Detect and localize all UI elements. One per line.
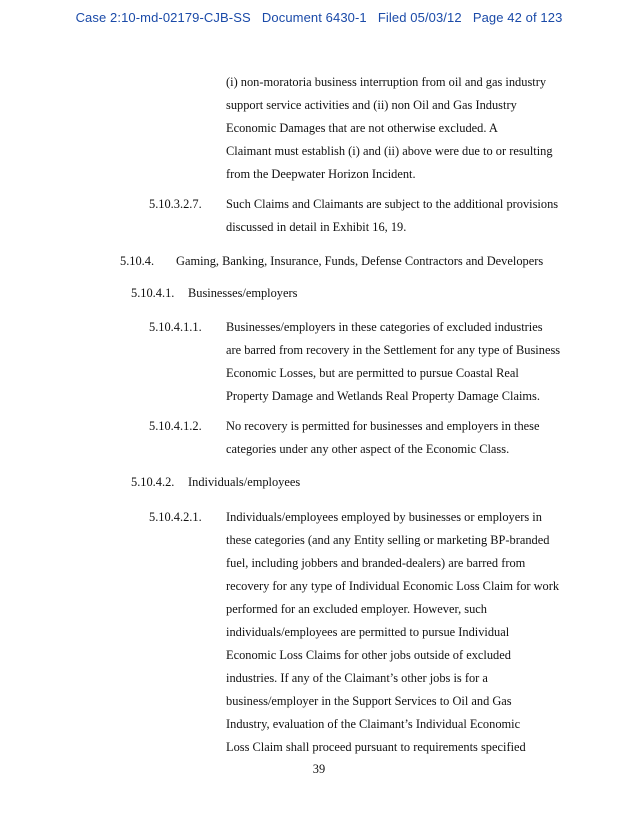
filed-date: Filed 05/03/12 <box>377 10 462 25</box>
page-number: 39 <box>312 762 326 776</box>
paragraph-line: Such Claims and Claimants are subject to the additional provisions <box>226 197 559 211</box>
paragraph-line: are barred from recovery in the Settlement for any type of Business <box>226 343 561 357</box>
paragraph-line: recovery for any type of Individual Economic Loss Claim for work <box>226 579 560 593</box>
case-header <box>0 10 638 25</box>
paragraph-line: business/employer in the Support Services to Oil and Gas <box>226 694 512 708</box>
section-number: 5.10.4.2. <box>131 475 175 489</box>
section-number: 5.10.4.2.1. <box>149 510 202 524</box>
section-number: 5.10.3.2.7. <box>149 197 202 211</box>
paragraph-line: these categories (and any Entity selling or marketing BP-branded <box>226 533 550 547</box>
paragraph-line: industries. If any of the Claimant’s other jobs is for a <box>226 671 488 685</box>
section-heading: Individuals/employees <box>188 475 301 489</box>
paragraph-line: Claimant must establish (i) and (ii) above were due to or resulting <box>226 144 553 158</box>
paragraph-line: Industry, evaluation of the Claimant’s Individual Economic <box>226 717 521 731</box>
case-number: Case 2:10-md-02179-CJB-SS <box>75 10 251 25</box>
section-number: 5.10.4.1.1. <box>149 320 202 334</box>
paragraph-line: Property Damage and Wetlands Real Property Damage Claims. <box>226 389 540 403</box>
section-heading: Businesses/employers <box>188 286 298 300</box>
paragraph-line: discussed in detail in Exhibit 16, 19. <box>226 220 407 234</box>
paragraph-line: individuals/employees are permitted to pursue Individual <box>226 625 510 639</box>
paragraph-line: Businesses/employers in these categories of excluded industries <box>226 320 543 334</box>
section-heading: Gaming, Banking, Insurance, Funds, Defense Contractors and Developers <box>176 254 544 268</box>
section-number: 5.10.4. <box>120 254 155 268</box>
paragraph-line: Individuals/employees employed by businesses or employers in <box>226 510 542 524</box>
document-number: Document 6430-1 <box>261 10 367 25</box>
paragraph-line: performed for an excluded employer. However, such <box>226 602 487 616</box>
paragraph-line: Economic Damages that are not otherwise excluded. A <box>226 121 498 135</box>
paragraph-line: support service activities and (ii) non Oil and Gas Industry <box>226 98 517 112</box>
paragraph-line: No recovery is permitted for businesses and employers in these <box>226 419 540 433</box>
page-of-total: Page 42 of 123 <box>472 10 563 25</box>
paragraph-line: Economic Loss Claims for other jobs outside of excluded <box>226 648 511 662</box>
paragraph-line: Economic Losses, but are permitted to pursue Coastal Real <box>226 366 519 380</box>
paragraph-line: (i) non-moratoria business interruption from oil and gas industry <box>226 75 547 89</box>
paragraph-line: fuel, including jobbers and branded-dealers) are barred from <box>226 556 526 570</box>
paragraph-line: categories under any other aspect of the Economic Class. <box>226 442 510 456</box>
section-number: 5.10.4.1.2. <box>149 419 202 433</box>
paragraph-line: Loss Claim shall proceed pursuant to requirements specified <box>226 740 526 754</box>
section-number: 5.10.4.1. <box>131 286 175 300</box>
paragraph-line: from the Deepwater Horizon Incident. <box>226 167 416 181</box>
